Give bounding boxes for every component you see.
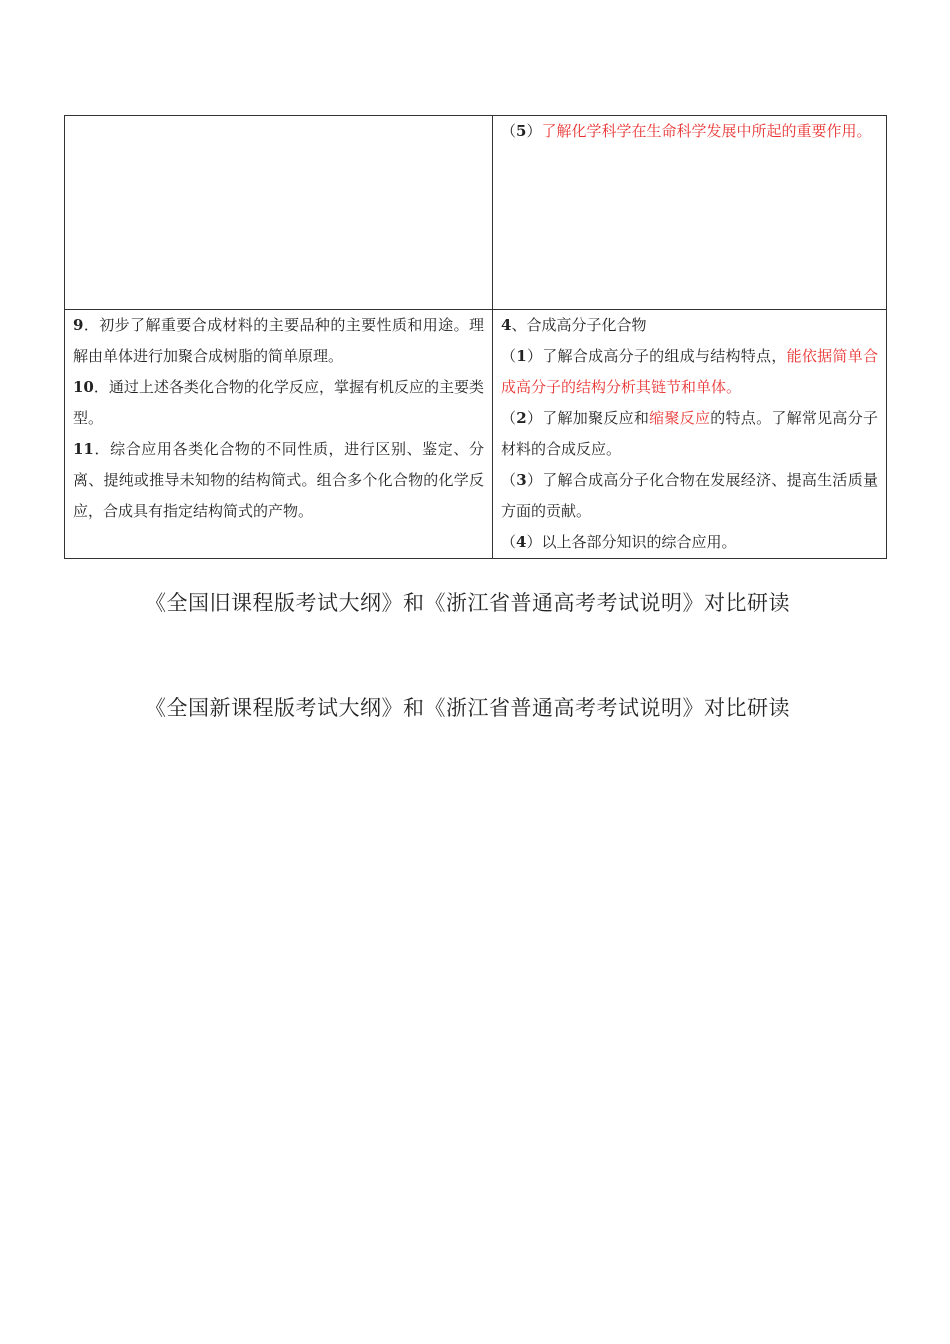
item-number: 2 [516,409,527,427]
paren-close: ） [526,409,543,427]
paren-close: ） [526,122,542,140]
list-item [501,465,878,527]
list-item [501,116,878,147]
table-row [65,116,887,310]
item-text: ．初步了解重要合成材料的主要品种的主要性质和用途。理解由单体进行加聚合成树脂的简单原理。 [73,316,484,365]
list-item [73,372,484,434]
caption-new-syllabus-comparison: 《全国新课程版考试大纲》和《浙江省普通高考考试说明》对比研读 [145,696,790,720]
section-heading [501,310,878,341]
paren-open: （ [501,533,517,551]
comparison-table [64,115,887,559]
item-number: 4 [516,533,527,551]
table-cell-old [65,310,493,559]
item-text: 以上各部分知识的综合应用。 [541,533,737,551]
item-text: ．通过上述各类化合物的化学反应，掌握有机反应的主要类型。 [73,378,484,427]
item-text: ．综合应用各类化合物的不同性质，进行区别、鉴定、分离、提纯或推导未知物的结构简式。组合多个化合物的化学反应，合成具有指定结构简式的产物。 [73,440,484,520]
item-number: 10 [73,378,94,396]
table-cell-old-empty [65,116,493,310]
paren-close: ） [526,347,543,365]
paren-open: （ [501,122,517,140]
list-item [501,341,878,403]
list-item [73,310,484,372]
highlighted-text: 能依据简单合成高分子的结构分析其链节和单体。 [501,347,878,396]
paren-close: ） [526,471,543,489]
paren-open: （ [501,347,517,365]
list-item [501,403,878,465]
list-item [501,527,878,558]
paren-close: ） [526,533,542,551]
highlighted-text: 缩聚反应 [649,409,711,427]
item-text: 的特点。了解常见高分子材料的合成反应。 [501,409,878,458]
caption-old-syllabus-comparison: 《全国旧课程版考试大纲》和《浙江省普通高考考试说明》对比研读 [145,591,790,615]
highlighted-text: 了解化学科学在生命科学发展中所起的重要作用。 [541,122,872,140]
item-number: 4 [501,316,512,334]
list-item [73,434,484,527]
item-number: 9 [73,316,84,334]
item-number: 1 [516,347,527,365]
paren-open: （ [501,471,517,489]
item-text: 了解合成高分子的组成与结构特点， [542,347,787,365]
paren-open: （ [501,409,517,427]
item-number: 11 [73,440,94,458]
item-number: 5 [516,122,527,140]
table-cell-new [493,116,887,310]
table-cell-new [493,310,887,559]
item-text: 了解合成高分子化合物在发展经济、提高生活质量方面的贡献。 [501,471,878,520]
table-row [65,310,887,559]
item-text: 了解加聚反应和 [542,409,650,427]
item-number: 3 [516,471,527,489]
item-text: 、合成高分子化合物 [511,316,647,334]
